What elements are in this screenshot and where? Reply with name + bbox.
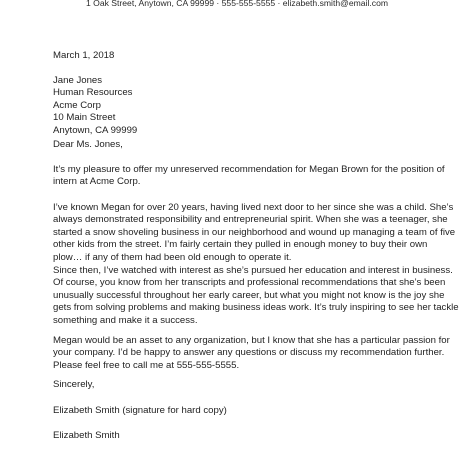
paragraph-line: Since then, I’ve watched with interest as she’s pursued her education and interest in business. [53, 265, 453, 276]
paragraph-line: It’s my pleasure to offer my unreserved recommendation for Megan Brown for the position of [53, 164, 445, 175]
recipient-city: Anytown, CA 99999 [53, 124, 138, 136]
recipient-name: Jane Jones [53, 75, 103, 86]
closing: Sincerely, [53, 379, 95, 390]
paragraph-line: Of course, you know from her transcripts and professional recommendations that she’s been [53, 277, 446, 289]
paragraph-line: Megan would be an asset to any organization, but I know that she has a particular passion for [53, 335, 450, 346]
paragraph-line: gets from solving problems and making business ideas work. It’s truly inspiring to see her tackle [53, 302, 459, 314]
recipient-street: 10 Main Street [53, 112, 116, 124]
signer-name: Elizabeth Smith [53, 430, 120, 441]
paragraph-line: always demonstrated responsibility and entrepreneurial spirit. When she was a teenager, she [53, 214, 448, 226]
letterhead-contact: 1 Oak Street, Anytown, CA 99999 · 555-555-5555 · elizabeth.smith@email.com [85, 0, 389, 8]
paragraph-line: your company. I’d be happy to answer any questions or discuss my recommendation further. [53, 347, 445, 359]
paragraph-line: intern at Acme Corp. [53, 176, 141, 188]
paragraph-4 [53, 335, 453, 372]
paragraph-line: other kids from the street. I’m fairly certain they pulled in enough money to buy their own [53, 239, 428, 251]
recipient-department: Human Resources [53, 87, 133, 99]
letter-date: March 1, 2018 [53, 50, 115, 61]
paragraph-3 [53, 265, 459, 327]
paragraph-2 [53, 202, 456, 264]
signature-note: Elizabeth Smith (signature for hard copy) [53, 405, 227, 416]
paragraph-line: unusually successful throughout her early career, but what you might not know is the joy she [53, 289, 445, 301]
paragraph-line: Please feel free to call me at 555-555-5555. [53, 359, 240, 371]
paragraph-line: started a snow shoveling business in our neighborhood and wound up managing a team of five [53, 226, 456, 238]
recipient-address [53, 75, 453, 137]
salutation: Dear Ms. Jones, [53, 139, 123, 150]
paragraph-line: I’ve known Megan for over 20 years, having lived next door to her since she was a child. She’s [53, 202, 454, 213]
paragraph-1 [53, 164, 453, 189]
recipient-company: Acme Corp [53, 99, 101, 111]
paragraph-line: something and make it a success. [53, 314, 198, 326]
paragraph-line: plow… if any of them had been old enough to operate it. [53, 251, 292, 263]
